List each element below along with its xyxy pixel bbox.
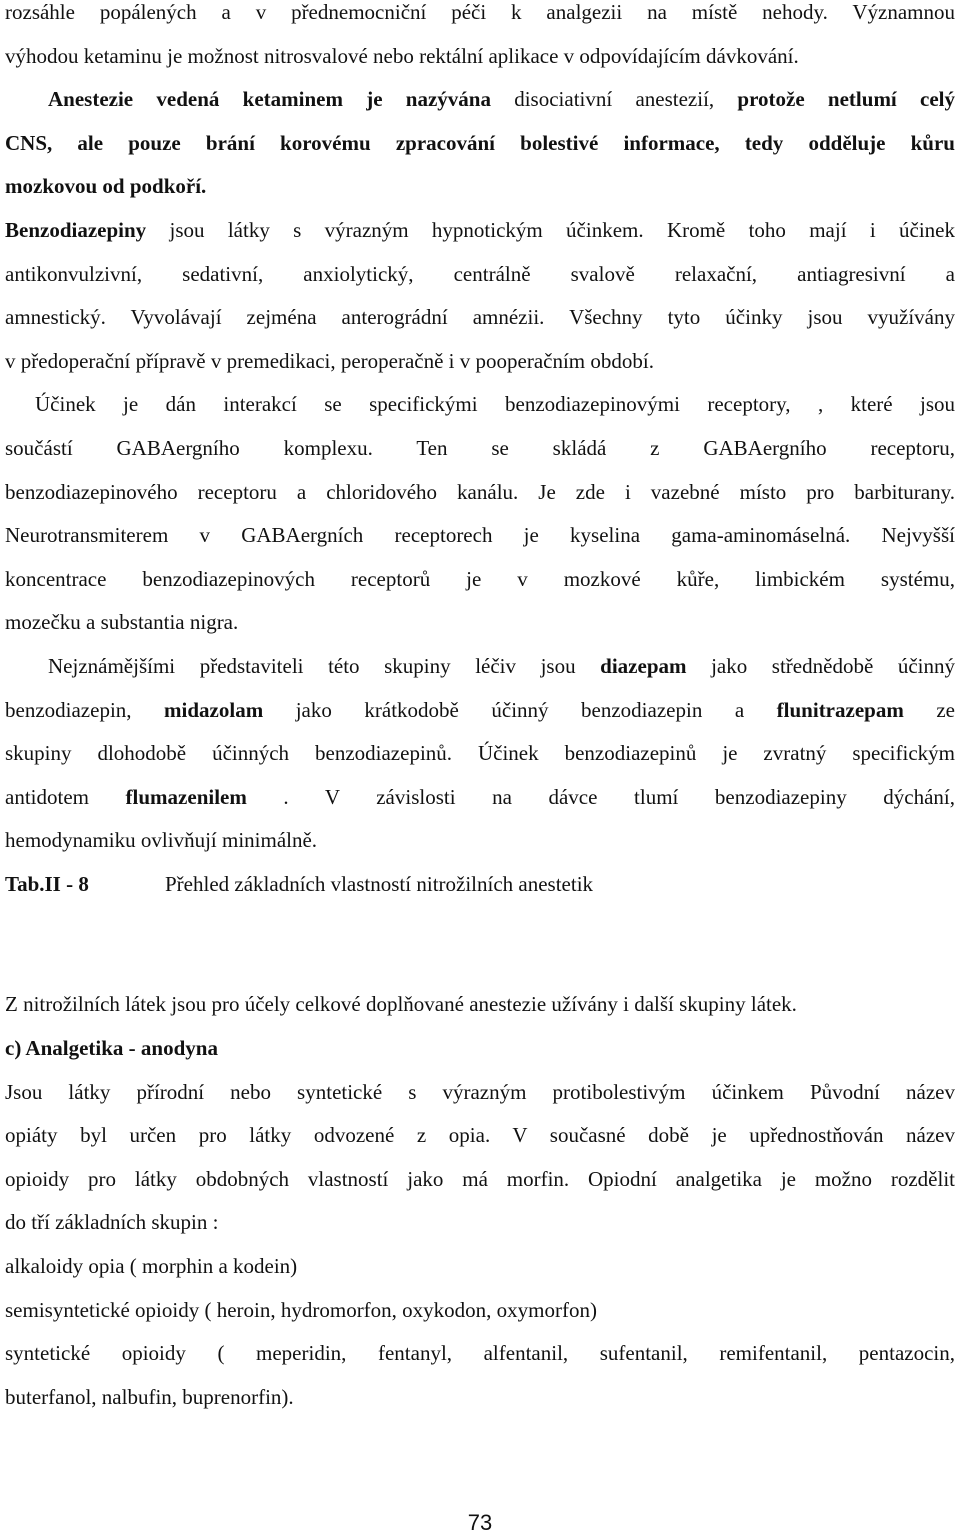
text-line: v předoperační přípravě v premedikaci, peroperačně i v pooperačním období. (5, 348, 654, 373)
text-line: součástí GABAergního komplexu. Ten se skládá z GABAergního receptoru, (5, 435, 955, 460)
term-benzodiazepiny: Benzodiazepiny (5, 217, 147, 242)
table-label: Tab.II - 8 (5, 871, 89, 896)
text-span: jako střednědobě účinný (686, 653, 955, 678)
paragraph-benzodiazepines (5, 209, 955, 383)
section-heading (5, 1027, 955, 1071)
opioid-groups-list (5, 1245, 955, 1419)
text-line: antikonvulzivní, sedativní, anxiolytický, centrálně svalově relaxační, antiagresivní a (5, 261, 955, 286)
text-line: koncentrace benzodiazepinových receptorů je v mozkové kůře, limbickém systému, (5, 566, 955, 591)
bold-phrase: CNS, ale pouze brání korovému zpracování bolestivé informace, tedy odděluje kůru (5, 130, 955, 155)
document-page (5, 0, 955, 1419)
text-line: Účinek je dán interakcí se specifickými benzodiazepinovými receptory, , které jsou (35, 392, 955, 417)
text-span: jako krátkodobě účinný benzodiazepin a (263, 697, 777, 722)
paragraph-analgetics (5, 1071, 955, 1245)
text-line (5, 689, 955, 733)
bold-phrase: Anestezie vedená ketaminem je nazývána (48, 87, 491, 112)
text-line (5, 776, 955, 820)
text-line: mozečku a substantia nigra. (5, 610, 239, 635)
table-caption (5, 863, 955, 907)
text-line (5, 165, 955, 209)
list-item: semisyntetické opioidy ( heroin, hydromorfon, oxykodon, oxymorfon) (5, 1297, 597, 1322)
text-line: Neurotransmiterem v GABAergních receptorech je kyselina gama-aminomáselná. Nejvyšší (5, 523, 955, 548)
text-line (5, 645, 955, 689)
text-span: Nejznámějšími představiteli této skupiny léčiv jsou (48, 653, 601, 678)
term-diazepam: diazepam (600, 653, 687, 678)
term-flumazenil: flumazenilem (125, 784, 247, 809)
paragraph-gaba-receptors (5, 383, 955, 645)
text-line: amnestický. Vyvolávají zejména anterográdní amnézii. Všechny tyto účinky jsou využívány (5, 305, 955, 330)
text-line: Z nitrožilních látek jsou pro účely celkové doplňované anestezie užívány i další skupiny látek. (5, 992, 797, 1017)
text-line: Jsou látky přírodní nebo syntetické s výrazným protibolestivým účinkem Původní název (5, 1079, 955, 1104)
text-line: hemodynamiku ovlivňují minimálně. (5, 828, 318, 853)
text-line: benzodiazepinového receptoru a chloridového kanálu. Je zde i vazebné místo pro barbiturany. (5, 479, 955, 504)
text-line: do tří základních skupin : (5, 1210, 219, 1235)
list-item: syntetické opioidy ( meperidin, fentanyl, alfentanil, sufentanil, remifentanil, pentazocin, (5, 1341, 955, 1366)
list-item: alkaloidy opia ( morphin a kodein) (5, 1254, 298, 1279)
bold-phrase: protože netlumí celý (737, 87, 955, 112)
text-line (5, 122, 955, 166)
list-item-continuation: buterfanol, nalbufin, buprenorfin). (5, 1384, 294, 1409)
section-heading-text: c) Analgetika - anodyna (5, 1036, 218, 1061)
paragraph-benzodiazepine-representatives (5, 645, 955, 863)
text-line (5, 209, 955, 253)
text-line: výhodou ketaminu je možnost nitrosvalové nebo rektální aplikace v odpovídajícím dávkování. (5, 43, 799, 68)
paragraph-other-groups (5, 983, 955, 1027)
text-line: opiáty byl určen pro látky odvozené z opia. V současné době je upřednostňován název (5, 1123, 955, 1148)
text-span: benzodiazepin, (5, 697, 165, 722)
text-span: ze (903, 697, 955, 722)
text-span: . V závislosti na dávce tlumí benzodiazepiny dýchání, (246, 784, 955, 809)
text-span: jsou látky s výrazným hypnotickým účinkem. Kromě toho mají i účinek (146, 217, 955, 242)
bold-phrase: mozkovou od podkoří. (5, 174, 207, 199)
text-line: rozsáhle popálených a v přednemocniční péči k analgezii na místě nehody. Významnou (5, 0, 955, 24)
text-line (5, 78, 955, 122)
page-number: 73 (467, 1510, 493, 1535)
term-midazolam: midazolam (164, 697, 264, 722)
table-title: Přehled základních vlastností nitrožilních anestetik (165, 871, 594, 896)
text-line: skupiny dlohodobě účinných benzodiazepinů. Účinek benzodiazepinů je zvratný specifickým (5, 741, 955, 766)
term-flunitrazepam: flunitrazepam (776, 697, 904, 722)
table-gap (5, 906, 955, 983)
text-span: antidotem (5, 784, 126, 809)
text-span: disociativní anestezií, (490, 87, 738, 112)
paragraph-ketamin-usage (5, 0, 955, 78)
text-line: opioidy pro látky obdobných vlastností jako má morfin. Opiodní analgetika je možno rozdělit (5, 1166, 955, 1191)
paragraph-dissociative-anesthesia (5, 78, 955, 209)
